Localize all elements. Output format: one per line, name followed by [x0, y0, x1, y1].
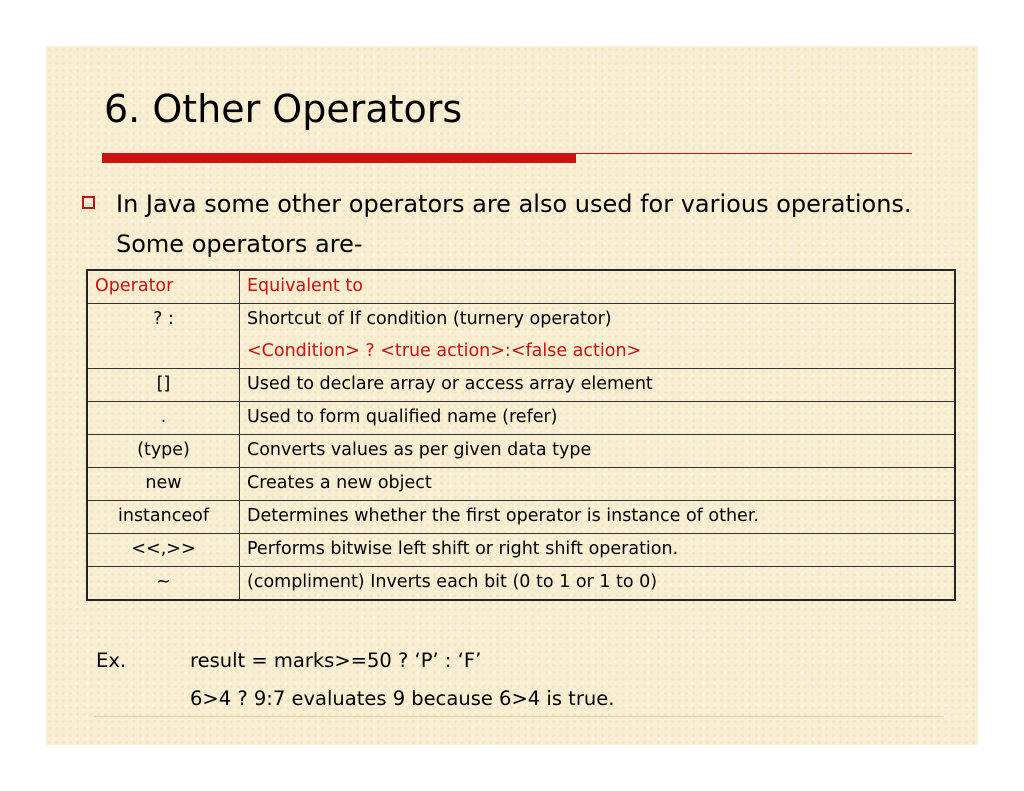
- table-row: [87, 402, 955, 435]
- description-text: Shortcut of If condition (turnery operator): [247, 309, 612, 329]
- slide-title: 6. Other Operators: [104, 87, 463, 131]
- example-line-1: result = marks>=50 ? ‘P’ : ‘F’: [190, 649, 482, 672]
- table-row: [87, 435, 955, 468]
- slide: [46, 46, 978, 745]
- header-equivalent: Equivalent to: [240, 270, 956, 304]
- operators-table: [86, 269, 956, 601]
- description-cell: Performs bitwise left shift or right shift operation.: [240, 534, 956, 567]
- operator-cell: ~: [87, 567, 240, 601]
- bullet-text: In Java some other operators are also used for various operations. Some operators are-: [116, 190, 912, 258]
- description-cell: Used to form qualified name (refer): [240, 402, 956, 435]
- square-bullet-icon: [82, 196, 95, 209]
- title-underline-thin: [576, 153, 912, 154]
- operator-cell: .: [87, 402, 240, 435]
- description-cell: [240, 304, 956, 369]
- table-row: [87, 468, 955, 501]
- table-row: [87, 369, 955, 402]
- table-row: [87, 304, 955, 369]
- table-row: [87, 567, 955, 601]
- description-cell: Converts values as per given data type: [240, 435, 956, 468]
- footer-divider: [94, 716, 944, 717]
- example-line-2: 6>4 ? 9:7 evaluates 9 because 6>4 is true.: [190, 687, 615, 710]
- example-label: Ex.: [96, 649, 127, 672]
- title-underline-thick: [102, 153, 576, 163]
- table-row: [87, 501, 955, 534]
- header-operator: Operator: [87, 270, 240, 304]
- operator-cell: instanceof: [87, 501, 240, 534]
- description-cell: Creates a new object: [240, 468, 956, 501]
- description-cell: Determines whether the first operator is instance of other.: [240, 501, 956, 534]
- operator-cell: []: [87, 369, 240, 402]
- operator-cell: ? :: [87, 304, 240, 369]
- table-row: [87, 534, 955, 567]
- table-header-row: [87, 270, 955, 304]
- operator-cell: new: [87, 468, 240, 501]
- syntax-text: <Condition> ? <true action>:<false action>: [247, 341, 642, 361]
- operator-cell: <<,>>: [87, 534, 240, 567]
- operator-cell: (type): [87, 435, 240, 468]
- description-cell: Used to declare array or access array element: [240, 369, 956, 402]
- description-cell: (compliment) Inverts each bit (0 to 1 or 1 to 0): [240, 567, 956, 601]
